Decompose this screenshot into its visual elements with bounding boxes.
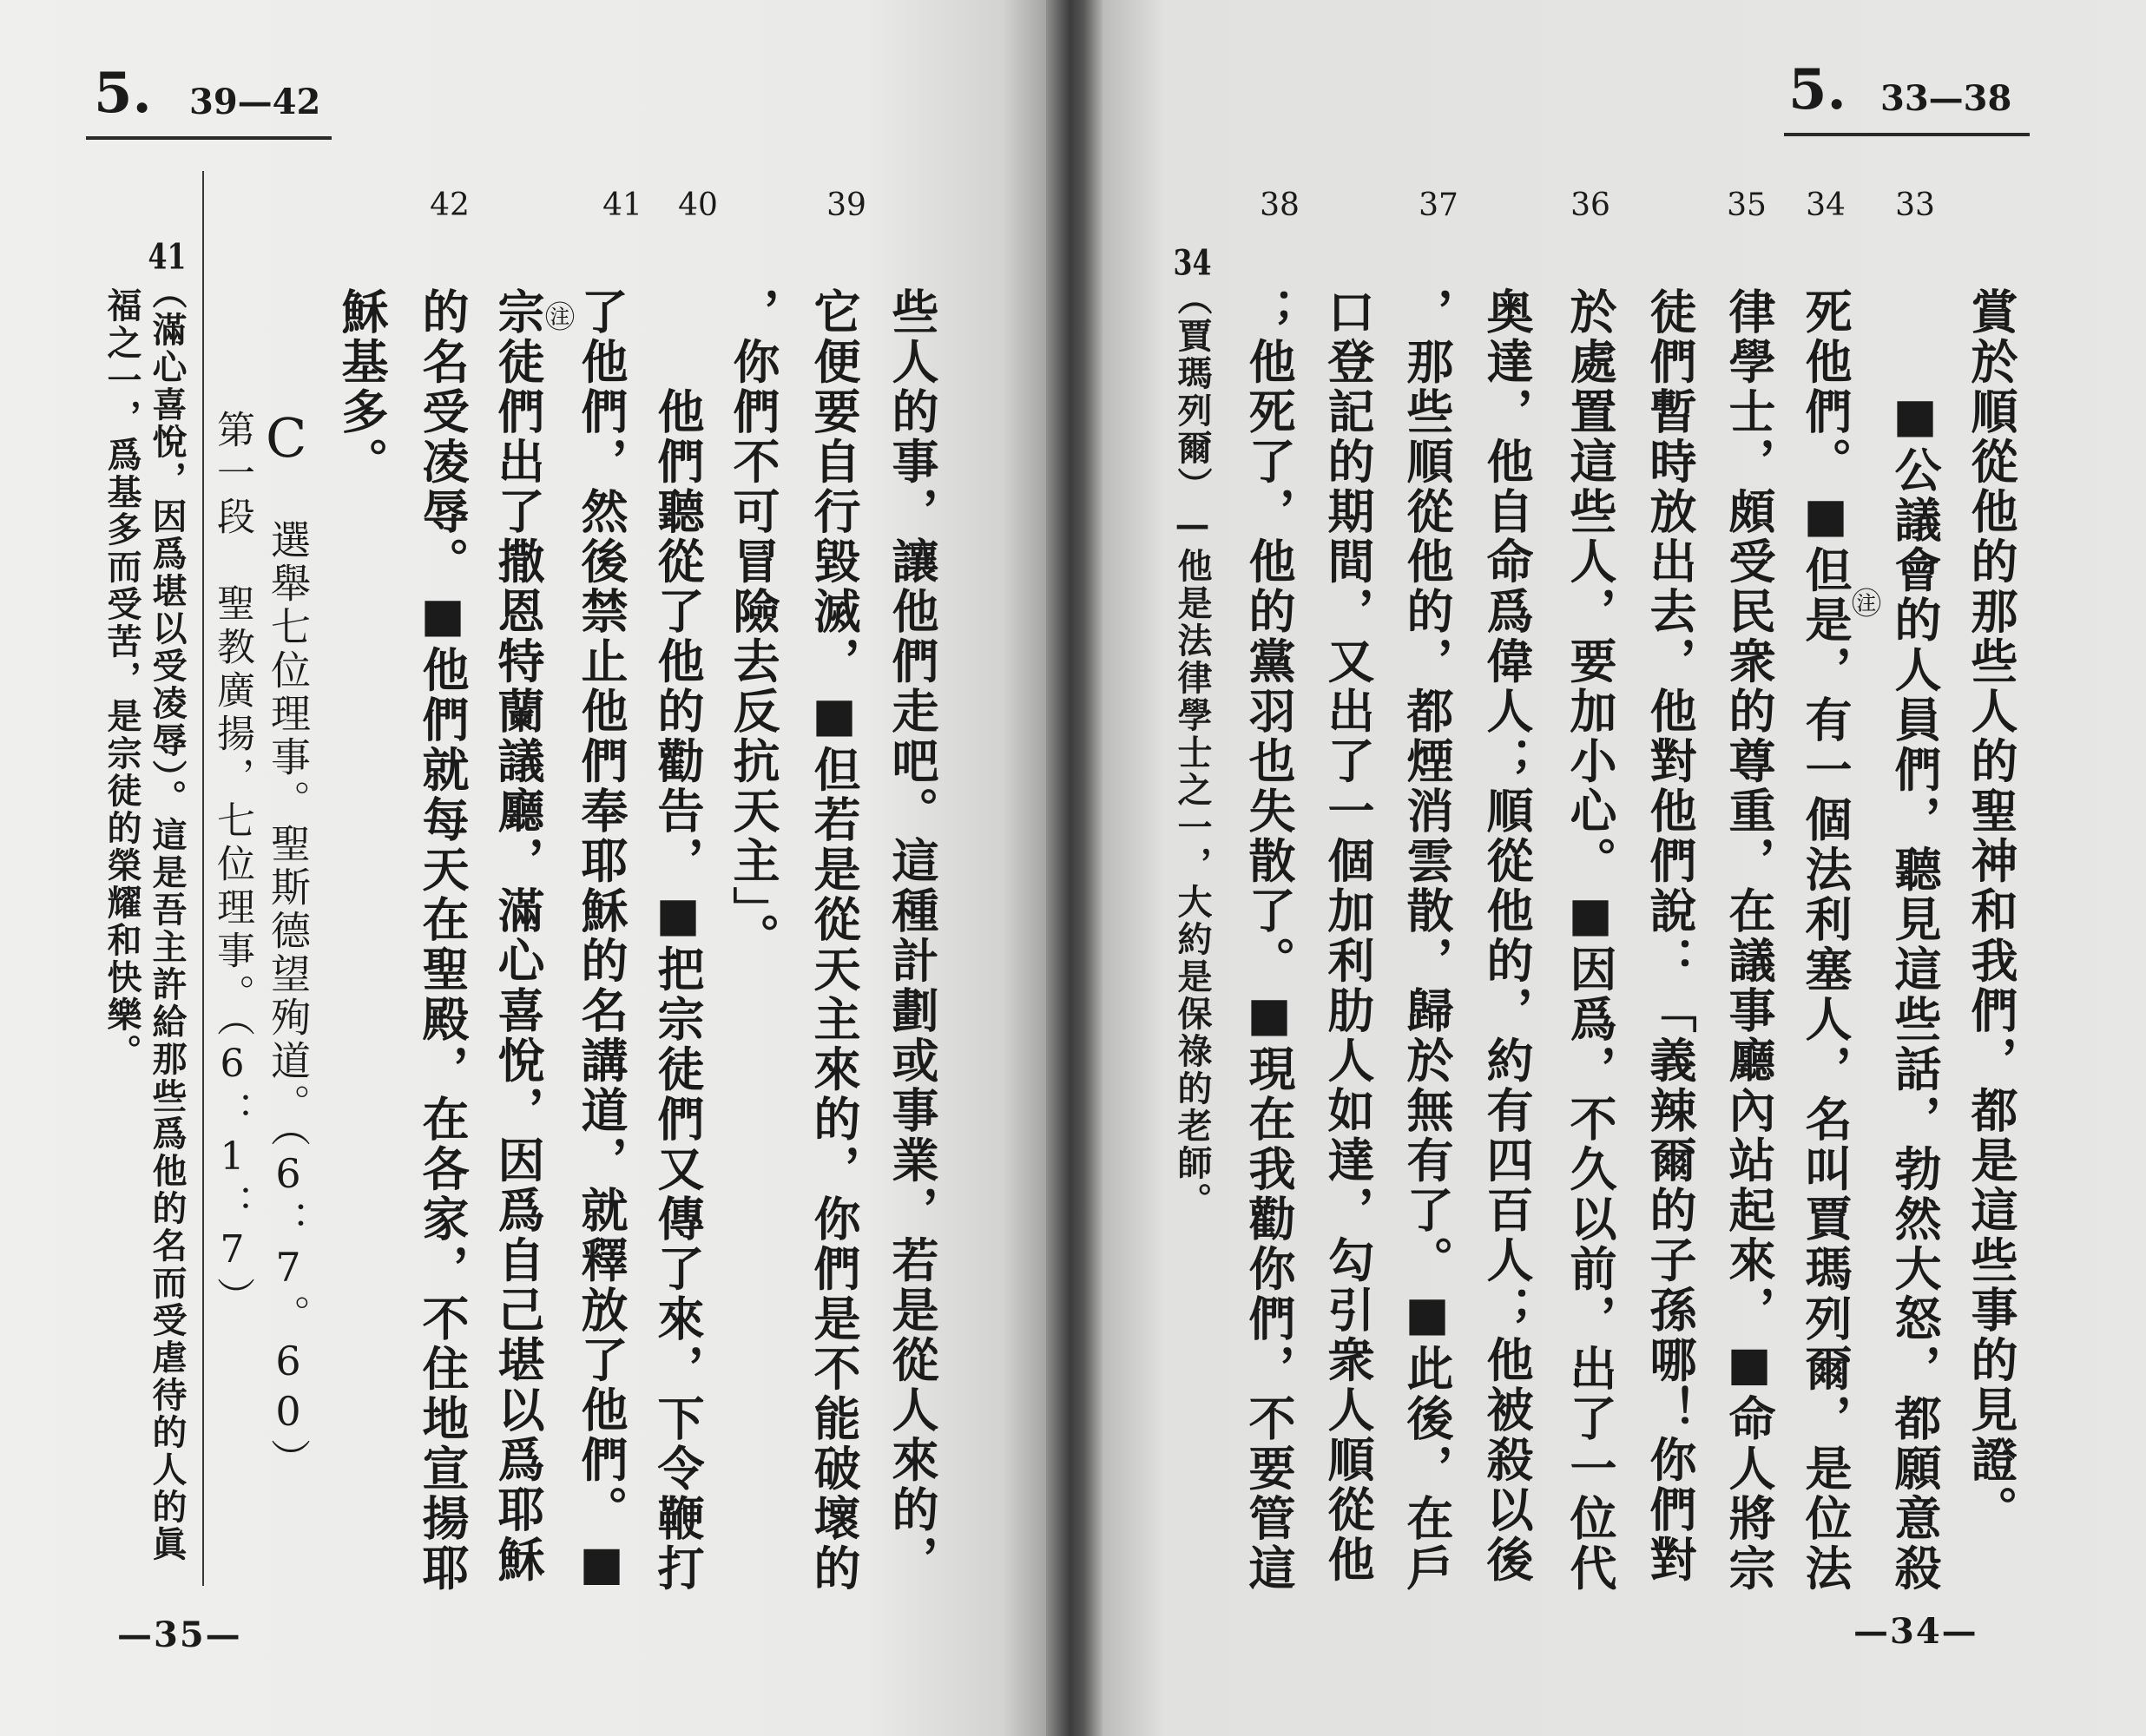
verse-number-42: 42 xyxy=(430,187,470,223)
section-letter: C xyxy=(266,406,307,470)
text-column: 律學士，頗受民衆的尊重，在議事廳內站起來，■命人將宗 xyxy=(1721,287,1777,1594)
verse-number-34: 34 xyxy=(1806,187,1846,223)
text-column: 他們聽從了他的勸告，■把宗徒們又傳了來，下令鞭打 xyxy=(650,387,706,1594)
text-column: 它便要自行毀滅，■但若是從天主來的，你們是不能破壞的 xyxy=(806,287,862,1594)
footnote-text: 福之一，爲基多而受苦，是宗徒的榮耀和快樂。 xyxy=(102,287,142,1071)
verse-number-39: 39 xyxy=(826,187,866,223)
right-header-verse-range: 33—38 xyxy=(1880,78,2012,119)
text-column: ；他死了，他的黨羽也失散了。■現在我勸你們，不要管這 xyxy=(1241,287,1297,1594)
left-page-number: —35— xyxy=(117,1614,242,1655)
verse-number-36: 36 xyxy=(1570,187,1610,223)
left-header-verse-range: 39—42 xyxy=(189,82,321,122)
text-column: ■公議會的人員們，聽見這些話，勃然大怒，都願意殺 xyxy=(1887,387,1943,1594)
text-column: 了他們，然後禁止他們奉耶穌的名講道，就釋放了他們。■ xyxy=(574,287,629,1594)
text-column: 穌基多。 xyxy=(334,287,390,487)
footnote-column xyxy=(147,240,187,1563)
footnote-text: （賈瑪列爾）—他是法律學士之一，大約是保祿的老師。 xyxy=(1172,280,1213,1220)
footnote-number: 41 xyxy=(148,240,187,274)
text-column: 徒們暫時放出去，他對他們說：「義辣爾的子孫哪！你們對 xyxy=(1642,287,1698,1585)
left-header-rule xyxy=(86,136,332,140)
text-column: 的名受凌辱。■他們就每天在聖殿，在各家，不住地宣揚耶 xyxy=(415,287,471,1594)
footnote-marker: ㊟ xyxy=(545,300,575,335)
right-page-number: —34— xyxy=(1853,1611,1978,1652)
footnote-text: （滿心喜悅，因爲堪以受凌辱）。這是吾主許給那些爲他的名而受虐待的人的眞 xyxy=(147,274,188,1563)
text-column: ，那些順從他的，都煙消雲散，歸於無有了。■此後，在戶 xyxy=(1399,287,1455,1594)
verse-number-40: 40 xyxy=(678,187,718,223)
right-header-rule xyxy=(1784,133,2030,136)
right-header-chapter: 5. xyxy=(1788,57,1846,122)
footnote-marker: ㊟ xyxy=(1852,587,1881,621)
text-column: 宗徒們出了撒恩特蘭議廳，滿心喜悅，因爲自己堪以爲耶穌 xyxy=(490,287,546,1585)
text-column: 死他們。■但是，有一個法利塞人，名叫賈瑪列爾，是位法 xyxy=(1798,287,1853,1594)
verse-number-33: 33 xyxy=(1895,187,1935,223)
text-column: ，你們不可冒險去反抗天主」。 xyxy=(726,287,781,963)
footnote-column xyxy=(1172,246,1212,1220)
verse-number-38: 38 xyxy=(1260,187,1300,223)
verse-number-37: 37 xyxy=(1419,187,1458,223)
text-column: 於處置這些人，要加小心。■因爲，不久以前，出了一位代 xyxy=(1563,287,1618,1594)
left-header-chapter: 5. xyxy=(94,61,152,126)
book-gutter xyxy=(1046,0,1107,1736)
subsection-heading: 第一段 聖教廣揚，七位理事。（6：1：7） xyxy=(210,410,254,1320)
text-column: 奥達，他自命爲偉人；順從他的，約有四百人；他被殺以後 xyxy=(1479,287,1535,1585)
text-column: 賞於順從他的那些人的聖神和我們，都是這些事的見證。 xyxy=(1964,287,2019,1535)
footnote-column xyxy=(102,287,142,1071)
text-column: 些人的事，讓他們走吧。這種計劃或事業，若是從人來的， xyxy=(885,287,940,1585)
footnote-divider xyxy=(202,171,204,1586)
footnote-number: 34 xyxy=(1173,246,1212,280)
verse-number-35: 35 xyxy=(1727,187,1767,223)
verse-number-41: 41 xyxy=(602,187,642,223)
section-heading: 選舉七位理事。聖斯德望殉道。（6：7。60） xyxy=(265,519,312,1482)
text-column: 口登記的期間，又出了一個加利肋人如達，勾引衆人順從他 xyxy=(1320,287,1376,1585)
